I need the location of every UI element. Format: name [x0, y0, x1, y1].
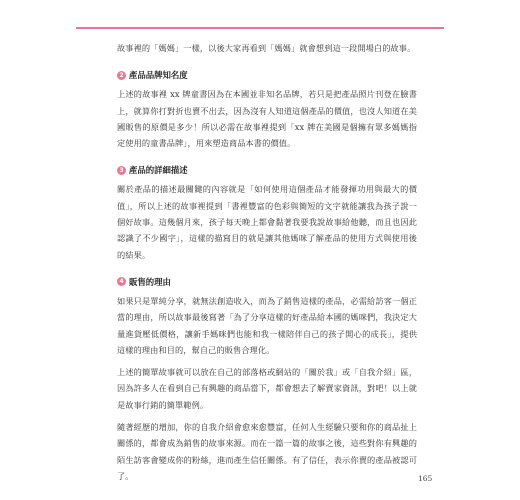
section-heading-text: 產品品牌知名度 — [129, 70, 188, 81]
top-rule — [76, 27, 444, 29]
section-heading-reason-to-sell — [117, 275, 417, 289]
section-paragraph: 上述的故事裡 xx 牌童書因為在本國並非知名品牌，若只是把產品照片刊登在臉書上，就算你打對折也賣不出去，因為沒有人知道這個產品的價值，也沒人知道在美國販售的原價是多少！所以必需在故事裡提到「xx 牌在美國是個擁有眾多媽媽指定使用的童書品牌」，用來塑造商品本書的價值。 — [117, 89, 417, 149]
section-heading-product-description — [117, 163, 417, 177]
section-paragraph: 關於產品的描述最關鍵的內容就是「如何使用這個產品才能發揮功用與最大的價值」，所以上述的故事裡提到「書裡豐富的色彩與簡短的文字就能讓我為孩子說一個好故事。這幾個月來，孩子每天晚上都會黏著我要我說故事給他聽，而且也因此認識了不少國字」，這樣的描寫目的就是讓其他媽咪了解產品的使用方式與使用後的結果。 — [117, 184, 417, 260]
section-heading-brand-awareness — [117, 68, 417, 82]
page-content — [117, 40, 417, 490]
intro-paragraph: 故事裡的「媽媽」一樣，以後大家再看到「媽媽」就會想到這一段開場白的故事。 — [117, 43, 416, 53]
page-number: 165 — [418, 474, 433, 483]
section-paragraph: 隨著經歷的增加，你的自我介紹會愈來愈豐富，任何人生經驗只要和你的商品扯上關係的，都會成為銷售的故事來源。而在一篇一篇的故事之後，這些對你有興趣的陌生訪客會變成你的粉絲，進而產生信任關係。有了信任，表示你賣的產品被認可了。 — [117, 422, 417, 481]
section-number-badge: 3 — [117, 166, 126, 175]
section-number-badge: 4 — [117, 277, 126, 286]
section-heading-text: 販售的理由 — [129, 276, 171, 287]
section-number-badge: 2 — [117, 71, 126, 80]
section-heading-text: 產品的詳細描述 — [129, 165, 188, 176]
section-paragraph: 上述的簡單故事就可以放在自己的部落格或網站的「關於我」或「自我介紹」區，因為許多人在看到自己有興趣的商品當下，都會想去了解賣家資訊，對吧！以上就是故事行銷的簡單範例。 — [117, 367, 417, 410]
section-paragraph: 如果只是單純分享，就無法創造收入，而為了銷售這樣的產品，必需給訪客一個正當的理由，所以故事最後寫著「為了分享這樣的好產品給本國的媽咪們，我決定大量進貨壓低價格，讓新手媽咪們也能和我一樣陪伴自己的孩子開心的成長」，提供這樣的理由和目的，幫自己的販售合理化。 — [117, 295, 417, 355]
